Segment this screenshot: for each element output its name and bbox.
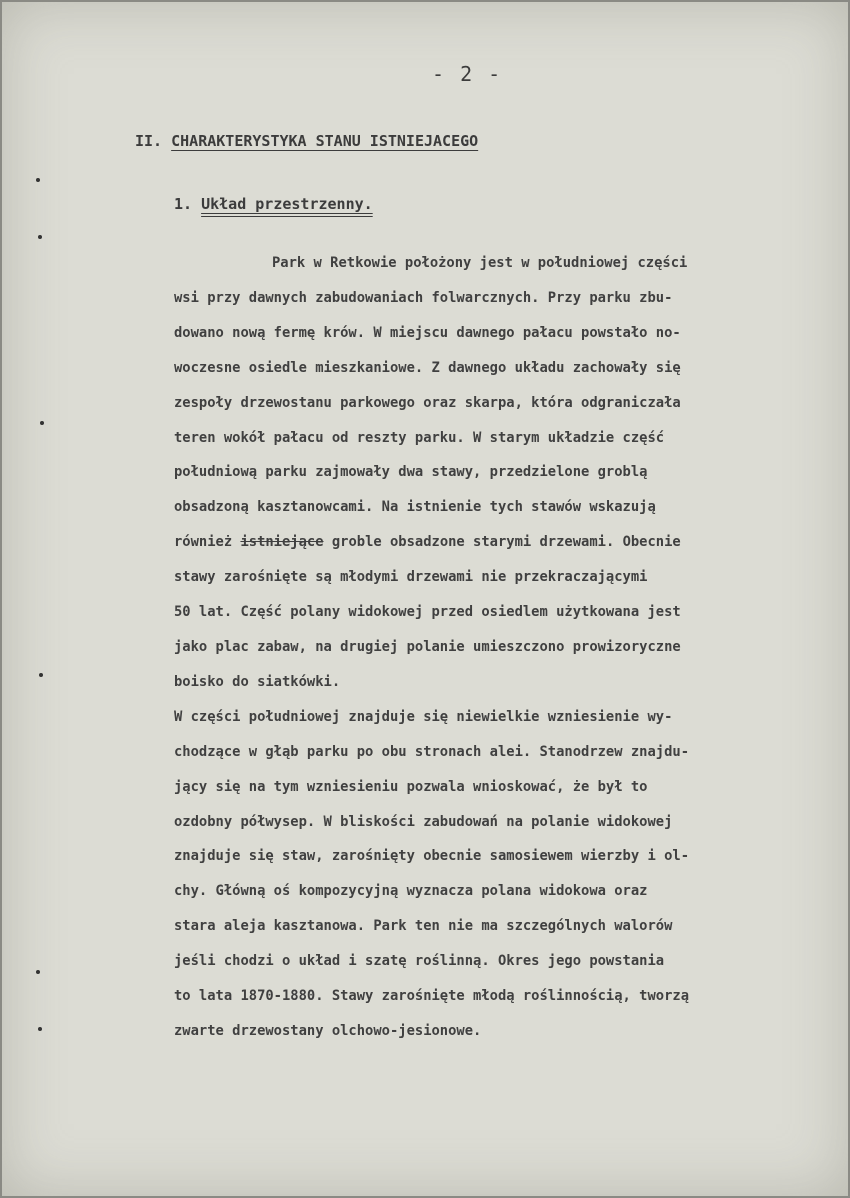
text-line: zwarte drzewostany olchowo-jesionowe.: [174, 1022, 482, 1039]
text-line: teren wokół pałacu od reszty parku. W starym układzie część: [174, 429, 665, 446]
text-line: jako plac zabaw, na drugiej polanie umieszczono prowizoryczne: [174, 638, 681, 655]
text-line: wsi przy dawnych zabudowaniach folwarcznych. Przy parku zbu-: [174, 289, 673, 306]
margin-mark: [36, 178, 40, 182]
text-line: jący się na tym wzniesieniu pozwala wnioskować, że był to: [174, 778, 648, 795]
text-line: dowano nową fermę krów. W miejscu dawnego pałacu powstało no-: [174, 324, 681, 341]
text-fragment: również: [174, 534, 241, 551]
text-line: boisko do siatkówki.: [174, 673, 341, 690]
margin-mark: [38, 235, 42, 239]
text-line: ozdobny półwysep. W bliskości zabudowań na polanie widokowej: [174, 813, 673, 830]
subheading: [174, 195, 373, 213]
page-number: - 2 -: [432, 62, 503, 86]
text-line: W części południowej znajduje się niewielkie wzniesienie wy-: [174, 708, 673, 725]
text-line: obsadzoną kasztanowcami. Na istnienie tych stawów wskazują: [174, 499, 656, 516]
text-line: to lata 1870-1880. Stawy zarośnięte młodą roślinnością, tworzą: [174, 988, 689, 1005]
text-line: stawy zarośnięte są młodymi drzewami nie przekraczającymi: [174, 569, 648, 586]
margin-mark: [40, 421, 44, 425]
subheading-number: 1.: [174, 195, 193, 213]
text-line: chy. Główną oś kompozycyjną wyznacza polana widokowa oraz: [174, 883, 648, 900]
text-line: chodzące w głąb parku po obu stronach alei. Stanodrzew znajdu-: [174, 743, 689, 760]
struck-word: istniejące: [240, 534, 324, 551]
text-line: Park w Retkowie położony jest w południowej części: [272, 255, 688, 271]
text-line: południową parku zajmowały dwa stawy, przedzielone groblą: [174, 464, 648, 481]
text-line-with-strikeout: [174, 525, 824, 560]
text-line: jeśli chodzi o układ i szatę roślinną. Okres jego powstania: [174, 953, 665, 970]
text-line: znajduje się staw, zarośnięty obecnie samosiewem wierzby i ol-: [174, 848, 689, 865]
body-text: [174, 246, 824, 1049]
text-fragment: groble obsadzone starymi drzewami. Obecnie: [323, 534, 681, 551]
text-line: stara aleja kasztanowa. Park ten nie ma szczególnych walorów: [174, 918, 673, 935]
margin-mark: [39, 673, 43, 677]
subheading-title: Układ przestrzenny.: [201, 195, 373, 213]
section-heading: [135, 132, 478, 150]
section-title: CHARAKTERYSTYKA STANU ISTNIEJACEGO: [171, 132, 479, 150]
text-line: 50 lat. Część polany widokowej przed osiedlem użytkowana jest: [174, 604, 681, 621]
margin-mark: [36, 970, 40, 974]
text-line: zespoły drzewostanu parkowego oraz skarpa, która odgraniczała: [174, 394, 681, 411]
text-line: woczesne osiedle mieszkaniowe. Z dawnego układu zachowały się: [174, 359, 681, 376]
margin-mark: [38, 1027, 42, 1031]
section-numeral: II.: [135, 132, 163, 150]
